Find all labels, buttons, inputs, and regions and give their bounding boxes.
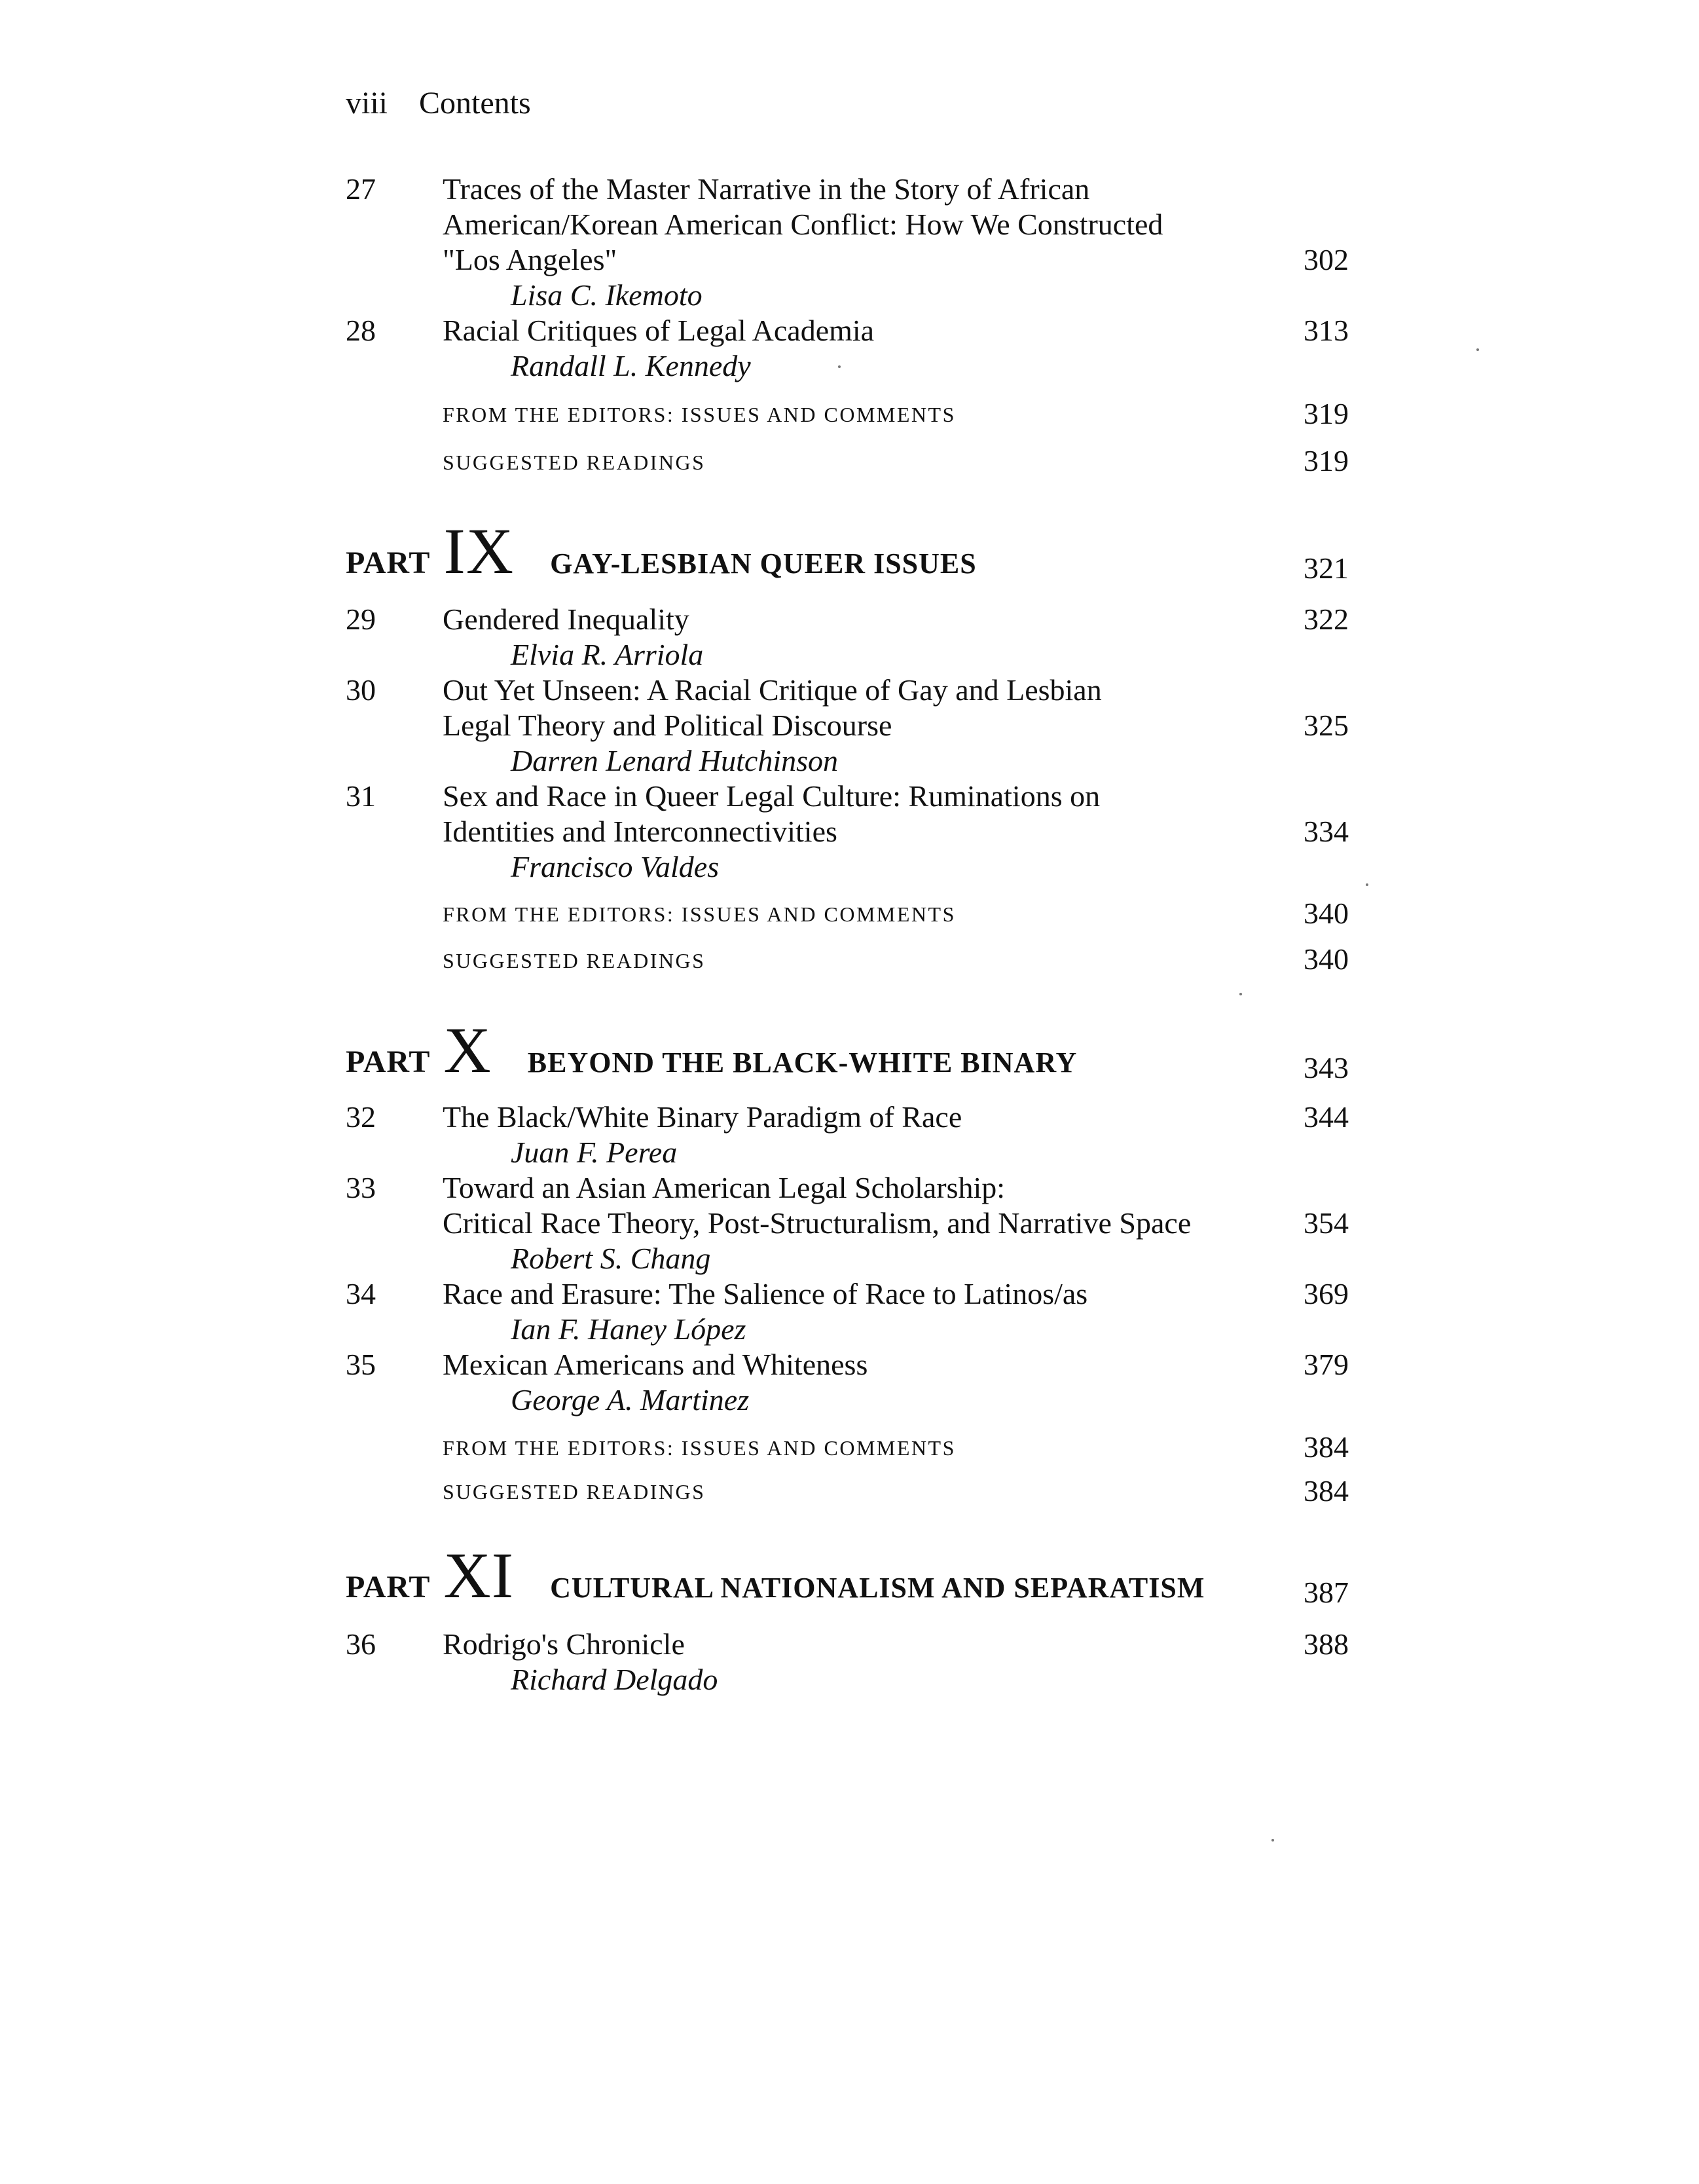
part-numeral: X bbox=[443, 1014, 492, 1086]
chapter-author: Juan F. Perea bbox=[511, 1136, 678, 1169]
chapter-number: 33 bbox=[346, 1171, 376, 1204]
part-heading bbox=[346, 1014, 1078, 1086]
chapter-number: 32 bbox=[346, 1100, 376, 1134]
scan-speck bbox=[838, 365, 841, 368]
chapter-title: Traces of the Master Narrative in the Story of African bbox=[443, 172, 1090, 206]
editors-comments: FROM THE EDITORS: ISSUES AND COMMENTS bbox=[443, 1436, 956, 1460]
scan-speck bbox=[1366, 883, 1368, 886]
chapter-author: Randall L. Kennedy bbox=[511, 349, 751, 382]
part-title: CULTURAL NATIONALISM AND SEPARATISM bbox=[550, 1572, 1205, 1604]
chapter-title: Critical Race Theory, Post-Structuralism, and Narrative Space bbox=[443, 1206, 1192, 1240]
scan-speck bbox=[1271, 1839, 1274, 1842]
chapter-author: Darren Lenard Hutchinson bbox=[511, 744, 839, 777]
chapter-number: 27 bbox=[346, 172, 376, 206]
chapter-title: Rodrigo's Chronicle bbox=[443, 1627, 685, 1661]
chapter-title: Sex and Race in Queer Legal Culture: Ruminations on bbox=[443, 779, 1101, 813]
page-number: 379 bbox=[1304, 1348, 1349, 1381]
running-title: Contents bbox=[419, 86, 531, 120]
page-number: 340 bbox=[1304, 897, 1349, 930]
page-number: 313 bbox=[1304, 314, 1349, 347]
chapter-number: 35 bbox=[346, 1348, 376, 1381]
part-title: BEYOND THE BLACK-WHITE BINARY bbox=[527, 1046, 1078, 1079]
part-word: PART bbox=[346, 1570, 430, 1604]
chapter-number: 29 bbox=[346, 602, 376, 636]
chapter-author: Francisco Valdes bbox=[511, 850, 720, 883]
chapter-title: The Black/White Binary Paradigm of Race bbox=[443, 1100, 962, 1134]
chapter-author: Richard Delgado bbox=[511, 1663, 718, 1696]
chapter-title: Race and Erasure: The Salience of Race to Latinos/as bbox=[443, 1277, 1088, 1310]
chapter-author: Robert S. Chang bbox=[511, 1242, 711, 1275]
part-title: GAY-LESBIAN QUEER ISSUES bbox=[550, 547, 977, 580]
chapter-title: "Los Angeles" bbox=[443, 243, 617, 276]
chapter-title: Gendered Inequality bbox=[443, 602, 689, 636]
suggested-readings: SUGGESTED READINGS bbox=[443, 1480, 706, 1504]
chapter-author: George A. Martinez bbox=[511, 1383, 750, 1416]
page-number: 344 bbox=[1304, 1100, 1349, 1134]
page-number: 302 bbox=[1304, 243, 1349, 276]
chapter-author: Elvia R. Arriola bbox=[511, 638, 704, 671]
part-heading bbox=[346, 515, 977, 587]
part-page-number: 387 bbox=[1304, 1576, 1349, 1609]
page-number: 325 bbox=[1304, 709, 1349, 742]
suggested-readings: SUGGESTED READINGS bbox=[443, 949, 706, 972]
chapter-title: Mexican Americans and Whiteness bbox=[443, 1348, 868, 1381]
part-numeral: IX bbox=[443, 515, 515, 587]
chapter-title: Out Yet Unseen: A Racial Critique of Gay and Lesbian bbox=[443, 673, 1102, 707]
page-number: 340 bbox=[1304, 942, 1349, 976]
chapter-author: Lisa C. Ikemoto bbox=[511, 278, 703, 312]
page-numeral: viii bbox=[346, 86, 388, 120]
chapter-number: 34 bbox=[346, 1277, 376, 1310]
page-number: 384 bbox=[1304, 1430, 1349, 1464]
scan-speck bbox=[1476, 348, 1479, 351]
part-page-number: 321 bbox=[1304, 551, 1349, 585]
page-number: 388 bbox=[1304, 1627, 1349, 1661]
chapter-title: Racial Critiques of Legal Academia bbox=[443, 314, 875, 347]
chapter-number: 31 bbox=[346, 779, 376, 813]
editors-comments: FROM THE EDITORS: ISSUES AND COMMENTS bbox=[443, 403, 956, 426]
page-number: 322 bbox=[1304, 602, 1349, 636]
chapter-author: Ian F. Haney López bbox=[511, 1312, 746, 1346]
page-number: 354 bbox=[1304, 1206, 1349, 1240]
part-page-number: 343 bbox=[1304, 1051, 1349, 1084]
part-word: PART bbox=[346, 546, 430, 580]
editors-comments: FROM THE EDITORS: ISSUES AND COMMENTS bbox=[443, 902, 956, 926]
suggested-readings: SUGGESTED READINGS bbox=[443, 451, 706, 474]
chapter-number: 36 bbox=[346, 1627, 376, 1661]
chapter-number: 30 bbox=[346, 673, 376, 707]
chapter-number: 28 bbox=[346, 314, 376, 347]
page-number: 384 bbox=[1304, 1474, 1349, 1508]
chapter-title: Legal Theory and Political Discourse bbox=[443, 709, 892, 742]
scan-speck bbox=[1239, 993, 1242, 995]
page-number: 319 bbox=[1304, 444, 1349, 477]
part-word: PART bbox=[346, 1045, 430, 1079]
chapter-title: Toward an Asian American Legal Scholarship: bbox=[443, 1171, 1006, 1204]
part-numeral: XI bbox=[443, 1539, 515, 1612]
page-number: 319 bbox=[1304, 397, 1349, 430]
chapter-title: Identities and Interconnectivities bbox=[443, 815, 837, 848]
page-number: 334 bbox=[1304, 815, 1349, 848]
chapter-title: American/Korean American Conflict: How We Constructed bbox=[443, 208, 1163, 241]
page-number: 369 bbox=[1304, 1277, 1349, 1310]
part-heading bbox=[346, 1539, 1205, 1612]
